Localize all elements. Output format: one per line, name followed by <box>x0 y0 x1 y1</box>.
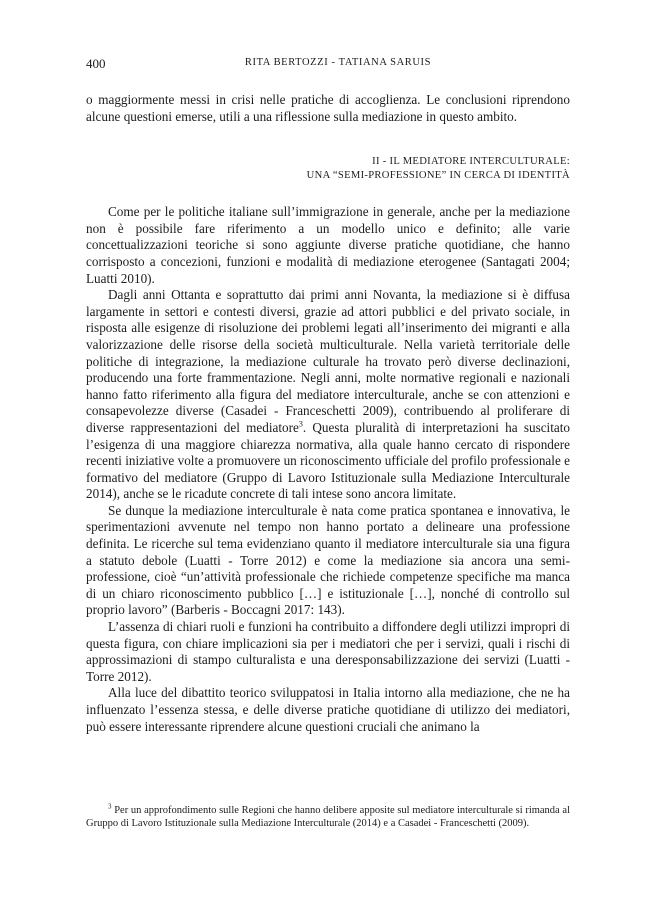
paragraph-text-continued: . Questa pluralità di interpretazioni ha suscitato l’esigenza di una maggiore chiarezza normativa, alla quale hanno cercato di rispondere recenti iniziative volte a promuovere un riconoscimento ufficiale del profilo professionale e formativo del mediatore (Gruppo di Lavoro Istituzionale sulla Mediazione Interculturale 2014), anche se le ricadute concrete di tali intese sono ancora limitate. <box>86 419 570 502</box>
body-paragraph: Come per le politiche italiane sull’immigrazione in generale, anche per la mediazione non è possibile fare riferimento a un modello unico e definito; alle varie concettualizzazioni teoriche si sono aggiunte diverse pratiche quotidiane, che hanno corrisposto a concezioni, funzioni e modalità di mediazione eterogenee (Santagati 2004; Luatti 2010). <box>86 204 570 286</box>
footnotes <box>86 804 570 830</box>
lead-paragraph: o maggiormente messi in crisi nelle pratiche di accoglienza. Le conclusioni riprendono alcune questioni emerse, utili a una riflessione sulla mediazione in questo ambito. <box>86 92 570 124</box>
body-paragraph: Se dunque la mediazione interculturale è nata come pratica spontanea e innovativa, le sperimentazioni avvenute nel tempo non hanno portato a delineare una professione definita. Le ricerche sul tema evidenziano quanto il mediatore interculturale sia una figura a statuto debole (Luatti - Torre 2012) e come la mediazione sia ancora una semi-professione, cioè “un’attività professionale che richiede competenze specifiche ma manca di un chiaro riconoscimento pubblico […] e istituzionale […], nonché di controllo sul proprio lavoro” (Barberis - Boccagni 2017: 143). <box>86 502 570 618</box>
section-heading-line-2: UNA “SEMI-PROFESSIONE” IN CERCA DI IDENTITÀ <box>306 169 570 181</box>
running-head-authors: RITA BERTOZZI - TATIANA SARUIS <box>244 57 432 68</box>
footnote-marker: 3 <box>108 802 112 811</box>
footnote-reference[interactable]: 3 <box>298 419 303 429</box>
body-paragraph: L’assenza di chiari ruoli e funzioni ha contribuito a diffondere degli utilizzi impropri di questa figura, con chiare implicazioni sia per i mediatori che per i servizi, quali i rischi di approssimazioni di stampo culturalista e una deresponsabilizzazione dei servizi (Luatti - Torre 2012). <box>86 619 570 684</box>
section-heading <box>86 155 570 182</box>
page-number: 400 <box>86 56 106 71</box>
page-content <box>86 56 570 735</box>
body-paragraph-with-footnote <box>86 287 570 503</box>
body-paragraph: Alla luce del dibattito teorico sviluppatosi in Italia intorno alla mediazione, che ne ha influenzato l’essenza stessa, e delle diverse pratiche quotidiane di utilizzo dei mediatori, può essere interessante riprendere alcune questioni cruciali che animano la <box>86 685 570 734</box>
footnote-text: Per un approfondimento sulle Regioni che hanno delibere apposite sul mediatore interculturale si rimanda al Gruppo di Lavoro Istituzionale sulla Mediazione Interculturale (2014) e a Casadei - Franceschetti (2009). <box>86 805 570 830</box>
article-body <box>86 92 570 735</box>
footnote <box>86 804 570 830</box>
paragraph-text: Dagli anni Ottanta e soprattutto dai primi anni Novanta, la mediazione si è diffusa largamente in settori e contesti diversi, grazie ad attori pubblici e del privato sociale, in risposta alle esigenze di risoluzione dei problemi legati all’inserimento dei migranti e alla valorizzazione delle risorse della società multiculturale. Nella varietà territoriale delle politiche di integrazione, la mediazione culturale ha trovato però diverse declinazioni, producendo una forte frammentazione. Negli anni, molte normative regionali e nazionali hanno fatto riferimento alla figura del mediatore interculturale, anche se con attenzioni e consapevolezze diverse (Casadei - Franceschetti 2009), contribuendo al proliferare di diverse rappresentazioni del mediatore <box>86 287 570 435</box>
running-head <box>86 56 570 72</box>
section-heading-line-1: II - IL MEDIATORE INTERCULTURALE: <box>372 156 570 168</box>
